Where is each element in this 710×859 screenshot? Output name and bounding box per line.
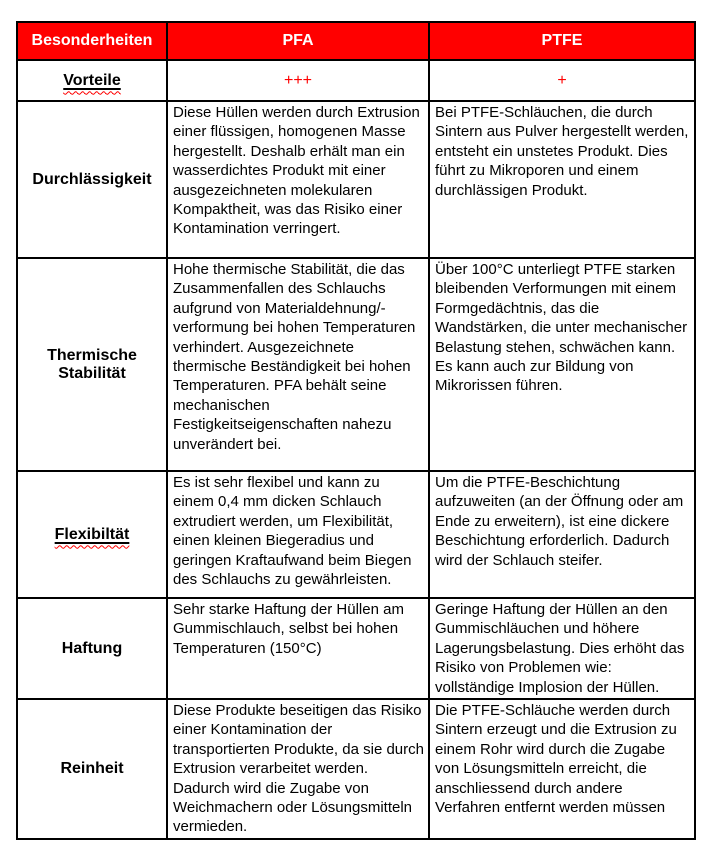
table-row-reinheit [17, 699, 695, 839]
table-row-thermische-stabilitaet [17, 258, 695, 471]
cell-reinheit-pfa: Diese Produkte beseitigen das Risiko einer Kontamination der transportierten Produkte, da sie durch Extrusion verarbeitet werden. Dadurch wird die Zugabe von Weichmachern oder Lösungsmitteln vermieden. [167, 699, 429, 839]
cell-haftung-pfa: Sehr starke Haftung der Hüllen am Gummischlauch, selbst bei hohen Temperaturen (150°C) [167, 598, 429, 699]
cell-durchlaessigkeit-ptfe: Bei PTFE-Schläuchen, die durch Sintern aus Pulver hergestellt werden, entsteht ein unstetes Produkt. Dies führt zu Mikroporen und einem durchlässigen Produkt. [429, 101, 695, 258]
rating-ptfe: + [429, 60, 695, 101]
table-row-durchlaessigkeit [17, 101, 695, 258]
rating-pfa: +++ [167, 60, 429, 101]
cell-haftung-ptfe: Geringe Haftung der Hüllen an den Gummischläuchen und höhere Lagerungsbelastung. Dies erhöht das Risiko von Problemen wie: vollständige Implosion der Hüllen. [429, 598, 695, 699]
row-label-vorteile [17, 60, 167, 101]
cell-thermische-stabilitaet-ptfe: Über 100°C unterliegt PTFE starken bleibenden Verformungen mit einem Formgedächtnis, das die Wandstärken, die unter mechanischer Belastung stehen, schwächen kann. Es kann auch zur Bildung von Mikrorissen führen. [429, 258, 695, 471]
row-label-haftung: Haftung [17, 598, 167, 699]
table-row-flexibiltaet [17, 471, 695, 598]
document-page [16, 21, 696, 840]
cell-durchlaessigkeit-pfa: Diese Hüllen werden durch Extrusion einer flüssigen, homogenen Masse hergestellt. Deshalb erhält man ein wasserdichtes Produkt mit einer ausgezeichneten molekularen Kompaktheit, was das Risiko einer Kontamination verringert. [167, 101, 429, 258]
row-label-flexibiltaet [17, 471, 167, 598]
spellcheck-underline: Vorteile [63, 71, 121, 89]
cell-flexibiltaet-pfa: Es ist sehr flexibel und kann zu einem 0,4 mm dicken Schlauch extrudiert werden, um Flexibilität, einen kleinen Biegeradius und geringen Kraftaufwand beim Biegen des Schlauchs zu gewährleisten. [167, 471, 429, 598]
row-label-durchlaessigkeit: Durchlässigkeit [17, 101, 167, 258]
spellcheck-underline: Flexibiltät [54, 525, 130, 543]
row-label-thermische-stabilitaet: Thermische Stabilität [17, 258, 167, 471]
table-header-row [17, 22, 695, 60]
table-row-vorteile [17, 60, 695, 101]
pfa-ptfe-comparison-table [16, 21, 696, 840]
header-cell-ptfe: PTFE [429, 22, 695, 60]
cell-thermische-stabilitaet-pfa: Hohe thermische Stabilität, die das Zusammenfallen des Schlauchs aufgrund von Materialdehnung/-verformung bei hohen Temperaturen verhindert. Ausgezeichnete thermische Beständigkeit bei hohen Temperaturen. PFA behält seine mechanischen Festigkeitseigenschaften nahezu unverändert bei. [167, 258, 429, 471]
cell-reinheit-ptfe: Die PTFE-Schläuche werden durch Sintern erzeugt und die Extrusion zu einem Rohr wird durch die Zugabe von Lösungsmitteln erreicht, die anschliessend durch andere Verfahren entfernt werden müssen [429, 699, 695, 839]
table-row-haftung [17, 598, 695, 699]
header-cell-pfa: PFA [167, 22, 429, 60]
row-label-reinheit: Reinheit [17, 699, 167, 839]
cell-flexibiltaet-ptfe: Um die PTFE-Beschichtung aufzuweiten (an der Öffnung oder am Ende zu erweitern), ist eine dickere Beschichtung erforderlich. Dadurch wird der Schlauch steifer. [429, 471, 695, 598]
header-cell-besonderheiten: Besonderheiten [17, 22, 167, 60]
